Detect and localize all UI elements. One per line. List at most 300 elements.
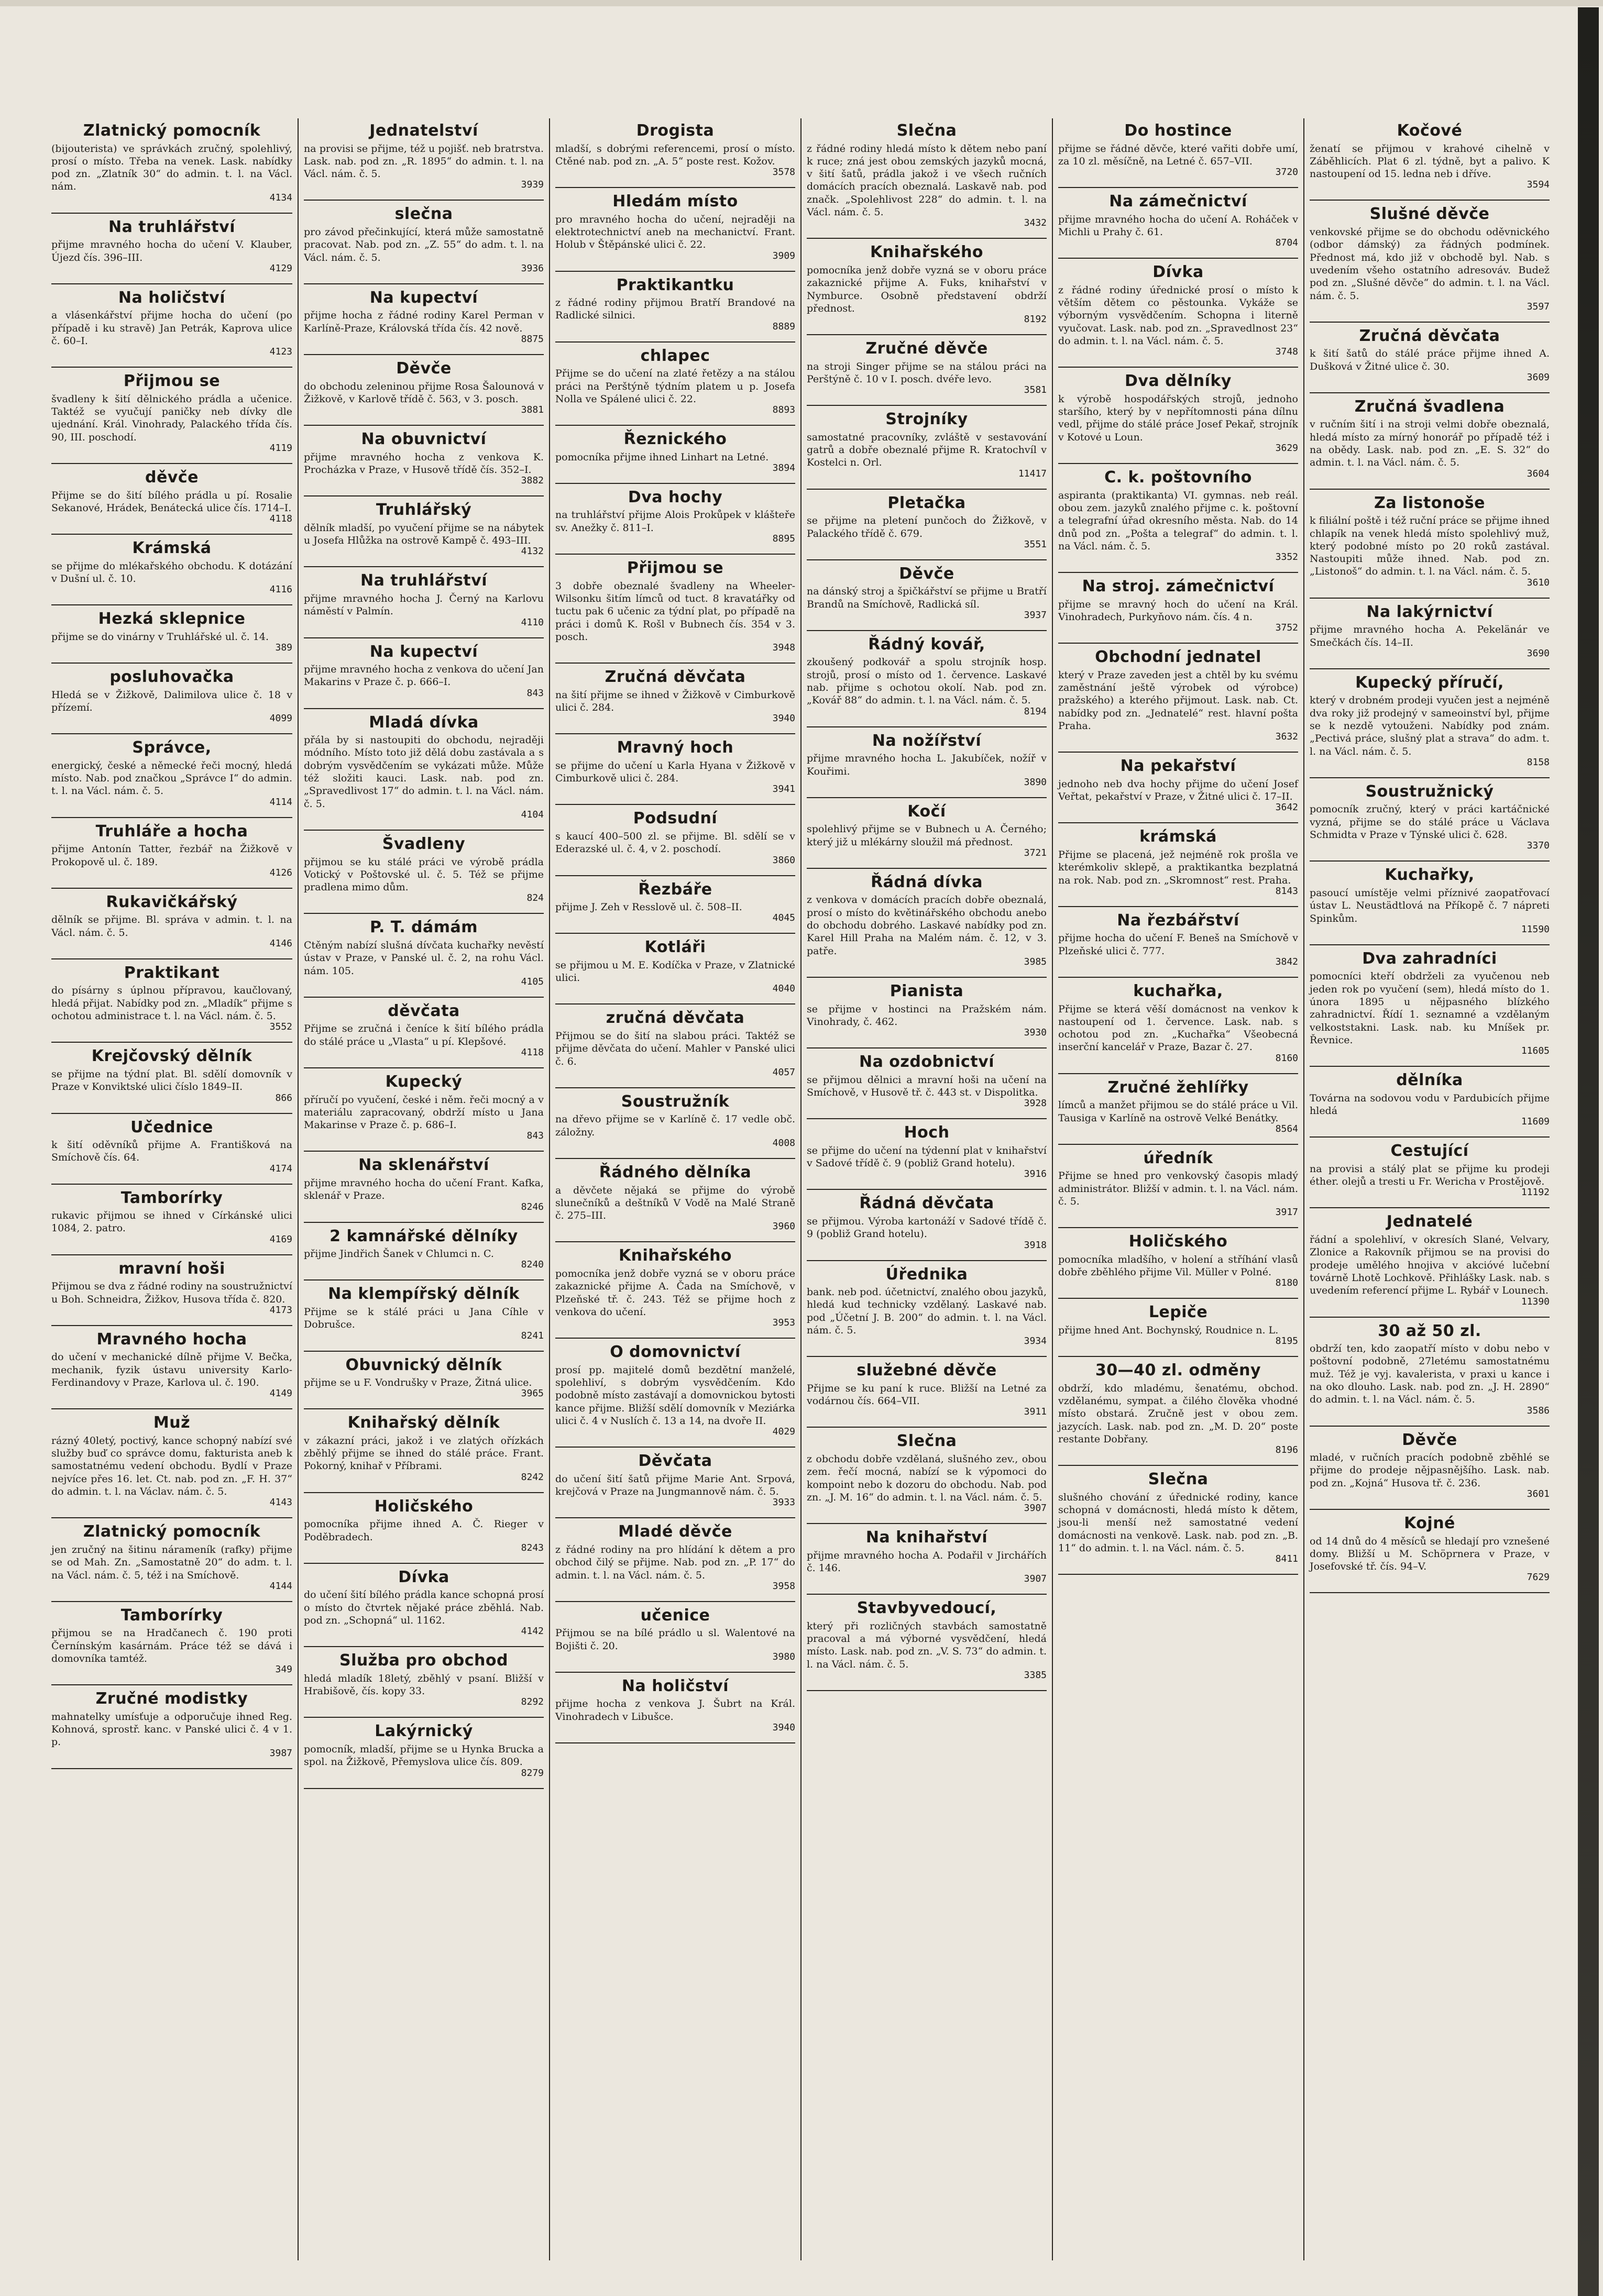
classified-ad — [304, 1003, 544, 1058]
ad-divider — [555, 875, 795, 876]
ad-divider — [304, 708, 544, 709]
ad-number: 3909 — [772, 250, 795, 261]
classified-ad — [807, 983, 1047, 1038]
ad-heading: úředník — [1143, 1149, 1213, 1167]
ad-divider — [1058, 367, 1298, 368]
ad-number: 4118 — [269, 513, 292, 525]
classified-ad — [304, 836, 544, 903]
ad-text: hledá mladík 18letý, zběhlý v psaní. Bližší v Hrabišově, čís. kopy 33. — [304, 1672, 544, 1697]
ad-text: bank. neb pod. účetnictví, znalého obou jazyků, hledá kud technicky vzdělaný. Laskavé nab. pod „Účetní J. B. 200“ do admin. t. l. na Václ. nám. č. 5. — [807, 1286, 1047, 1336]
ad-divider — [51, 1113, 292, 1114]
classified-ad — [51, 373, 292, 454]
ad-divider — [807, 405, 1047, 406]
ad-number: 4040 — [772, 983, 795, 995]
classified-ad — [1310, 123, 1550, 190]
ad-text: slušného chování z úřednické rodiny, kance schopná v domácnosti, hledá místo k dětem, jsou-li menší než samostatné vedení domácnosti na venkově. Lask. nab. pod zn. „B. 11“ do admin. t. l. na Václ. nám. č. 5. — [1058, 1491, 1298, 1554]
classified-ad — [1310, 495, 1550, 588]
ad-text: na truhlářství přijme Alois Prokůpek v klášteře sv. Anežky č. 811–I. — [555, 509, 795, 534]
classified-ad — [555, 1164, 795, 1232]
classified-ad — [51, 1119, 292, 1174]
ad-divider — [1310, 668, 1550, 669]
ad-heading: Děvče — [899, 564, 954, 583]
ad-heading: Na knihařství — [865, 1528, 988, 1547]
classified-ad — [304, 1074, 544, 1141]
ad-text: přijme mravného hocha z venkova K. Procházka v Praze, v Husově třídě čís. 352–I. — [304, 451, 544, 476]
ad-number: 4104 — [521, 809, 544, 820]
ad-divider — [304, 1492, 544, 1493]
ad-divider — [555, 1003, 795, 1005]
ad-text: který v Praze zaveden jest a chtěl by ku svému zaměstnání ještě výrobek od výrobce) pražského) a kterého přijmout. Lask. nab. Ct. nabídky pod zn. „Jednatelé“ rest. hlavní pošta Praha. — [1058, 669, 1298, 732]
ad-heading: Na zámečnictví — [1109, 192, 1247, 211]
ad-number: 4146 — [269, 937, 292, 949]
column-3 — [549, 118, 800, 2260]
ad-heading: Kočí — [907, 802, 946, 821]
ad-heading: Zručná děvčata — [605, 668, 746, 687]
classified-ad — [555, 1607, 795, 1662]
classified-ad — [555, 1453, 795, 1508]
ad-text: rázný 40letý, poctivý, kance schopný nabízí své služby buď co správce domu, fakturista aneb k samostatnému vedení obchodu. Bydlí v Praze nejvíce přes 16. let. Ct. nab. pod zn. „F. H. 37“ do admin. t. l. na Václav. nám. č. 5. — [51, 1434, 292, 1498]
ad-number: 8194 — [1024, 705, 1047, 717]
ad-number: 8241 — [521, 1330, 544, 1341]
ad-heading: Na sklenářství — [358, 1156, 489, 1175]
ad-text: zkoušený podkovář a spolu strojník hosp. strojů, prosí o místo od 1. července. Laskavé nab. přijme s ochotou okolí. Nab. pod zn. „Kovář 88“ do admin. t. l. na Václ. nám. č. 5. — [807, 656, 1047, 707]
ad-number: 4126 — [269, 867, 292, 878]
ad-number: 8246 — [521, 1201, 544, 1212]
ad-divider — [1058, 977, 1298, 978]
classified-ad — [304, 502, 544, 557]
ad-number: 11609 — [1521, 1116, 1550, 1128]
ad-heading: Přijmou se — [627, 559, 724, 578]
ad-heading: Kojné — [1404, 1514, 1455, 1532]
ad-number: 8875 — [521, 334, 544, 345]
ad-heading: Děvče — [1402, 1430, 1457, 1449]
ad-number: 3610 — [1527, 577, 1550, 588]
ad-text: přijme J. Zeh v Resslově ul. č. 508–II. — [555, 901, 742, 913]
ad-text: Hledá se v Žižkově, Dalimilova ulice č. 18 v přízemí. — [51, 689, 292, 713]
ad-divider — [807, 1594, 1047, 1595]
ad-text: řádní a spolehliví, v okresích Slané, Velvary, Zlonice a Rakovník přijmou se na provisi do prodeje umělého hnojiva v akcióvé lučební továrně Lhotě Lochkově. Přihlášky Lask. nab. s uvedením referencí přijme L. Rybář v Lounech. — [1310, 1233, 1550, 1297]
classified-ad — [555, 1248, 795, 1328]
ad-divider — [555, 341, 795, 343]
ad-text: příručí po vyučení, české i něm. řeči mocný a v materiálu zapracovaný, obdrží místo u Jana Makarinse v Praze č. p. 686–I. — [304, 1094, 544, 1131]
ad-heading: Slušné děvče — [1369, 205, 1490, 224]
ad-divider — [51, 1325, 292, 1326]
ad-heading: Na stroj. zámečnictví — [1082, 577, 1275, 596]
ad-text: Přijme se která věší domácnost na venkov k nastoupení od 1. července. Lask. nab. s ochotou pod zn. „Kuchařka“ Všeobecná inserční kancelář v Praze, Bazar č. 27. — [1058, 1003, 1298, 1053]
classified-ad — [807, 1054, 1047, 1109]
ad-text: Přijmou se dva z řádné rodiny na soustružnictví u Boh. Schneidra, Žižkov, Husova třída č. 820. — [51, 1281, 292, 1305]
ad-text: Ctěným nabízí slušná dívčata kuchařky nevěstí ústav v Praze, v Panské ul. č. 2, na rohu Václ. nám. 105. — [304, 939, 544, 977]
ad-number: 3890 — [1024, 776, 1047, 788]
ad-text: přijmou se na Hradčanech č. 190 proti Černínským kasárnám. Práce též se dává i domovníka tamtéž. — [51, 1627, 292, 1664]
classified-ad — [51, 1048, 292, 1103]
classified-ad — [807, 636, 1047, 717]
classified-ad — [555, 277, 795, 332]
ad-divider — [555, 1241, 795, 1242]
ad-heading: Na truhlářství — [360, 571, 487, 590]
classified-ad — [1058, 649, 1298, 742]
ad-divider — [304, 997, 544, 998]
ad-number: 8704 — [1275, 237, 1298, 249]
ad-divider — [304, 1279, 544, 1281]
classified-ad — [1058, 983, 1298, 1064]
ad-text: a děvčete nějaká se přijme do výrobě slunečníků a deštníků V Vodě na Malé Straně č. 275–III. — [555, 1184, 795, 1222]
ad-number: 4099 — [269, 713, 292, 724]
ad-divider — [807, 1690, 1047, 1691]
ad-heading: Kupecký příručí, — [1355, 673, 1504, 692]
page-edge — [0, 0, 1603, 6]
ad-heading: Mravného hocha — [96, 1330, 247, 1349]
ad-text: mahnatelky umísťuje a odporučuje ihned Reg. Kohnová, sprostř. kanc. v Panské ulici č. 4 v 1. p. — [51, 1710, 292, 1748]
ad-heading: Mladé děvče — [618, 1522, 732, 1541]
ad-text: přijme mravného hocha J. Černý na Karlovu náměstí v Palmín. — [304, 592, 544, 617]
ad-heading: Slečna — [1148, 1470, 1209, 1489]
ad-number: 8279 — [521, 1767, 544, 1779]
ad-divider — [51, 213, 292, 214]
classified-ad — [1310, 1072, 1550, 1127]
column-6 — [1303, 118, 1555, 2260]
ad-text: venkovské přijme se do obchodu oděvnického (odbor dámský) za řádných podmínek. Přednost má, kdo již v obchodě byl. Nab. s uvedením všeho ostatního adresováv. Budež pod zn. „Slušné děvče“ do admin. t. l. na Václ. nám. č. 5. — [1310, 226, 1550, 302]
ad-heading: Jednatelství — [369, 122, 478, 140]
ad-text: se přijme v hostinci na Pražském nám. Vinohrady, č. 462. — [807, 1003, 1047, 1028]
classified-ad — [51, 1691, 292, 1758]
ad-text: se přijmou dělnici a mravní hoši na učení na Smíchově, v Husově tř. č. 443 st. v Dispolitka. — [807, 1074, 1047, 1098]
ad-heading: Hledám místo — [612, 192, 738, 211]
ad-number: 11192 — [1521, 1187, 1550, 1198]
ad-divider — [51, 1042, 292, 1043]
ad-divider — [1310, 1136, 1550, 1138]
classified-ad — [807, 1266, 1047, 1347]
classified-ad — [1310, 604, 1550, 659]
ad-divider — [1058, 463, 1298, 464]
ad-number: 3960 — [772, 1221, 795, 1232]
ad-number: 4144 — [269, 1580, 292, 1592]
ad-number: 3985 — [1024, 956, 1047, 967]
ad-text: spolehlivý přijme se v Bubnech u A. Černého; který již u mlékárny sloužil má přednost. — [807, 823, 1047, 848]
ad-number: 3934 — [1024, 1335, 1047, 1347]
ad-number: 3752 — [1275, 622, 1298, 634]
classified-ad — [304, 1723, 544, 1778]
ad-number: 8564 — [1275, 1123, 1298, 1134]
classified-ad — [304, 360, 544, 415]
ad-divider — [51, 663, 292, 664]
ad-number: 4029 — [772, 1426, 795, 1438]
ad-number: 11390 — [1521, 1296, 1550, 1307]
ad-text: přijme se u F. Vondrušky v Praze, Žitná ulice. — [304, 1377, 532, 1388]
ad-number: 3907 — [1024, 1503, 1047, 1514]
ad-divider — [807, 1523, 1047, 1524]
classified-ad — [555, 939, 795, 994]
classified-ad — [1058, 1471, 1298, 1564]
classified-ad — [1310, 783, 1550, 851]
classified-ad — [807, 1362, 1047, 1417]
ad-heading: Řádná dívka — [871, 873, 983, 891]
classified-ad — [304, 1415, 544, 1482]
ad-number: 3916 — [1024, 1168, 1047, 1180]
ad-divider — [1058, 258, 1298, 259]
classified-ad — [51, 1331, 292, 1399]
ad-divider — [304, 200, 544, 201]
ad-divider — [304, 1408, 544, 1409]
ad-divider — [807, 1189, 1047, 1190]
ad-number: 4132 — [521, 546, 544, 557]
classified-ad — [51, 1607, 292, 1675]
ad-number: 3930 — [1024, 1027, 1047, 1039]
ad-text: pomocníka mladšího, v holení a stříhání vlasů dobře zběhlého přijme Vil. Müller v Polné. — [1058, 1253, 1298, 1278]
ad-heading: P. T. dámám — [369, 918, 478, 937]
ad-text: na dánský stroj a špičkářství se přijme u Bratří Brandů na Smíchově, Radlická síl. — [807, 586, 1047, 610]
classified-ad — [807, 495, 1047, 550]
ad-heading: Krejčovský dělník — [91, 1047, 252, 1066]
ad-number: 11590 — [1521, 923, 1550, 935]
ad-text: jen zručný na šitinu nárameník (rafky) přijme se od Mah. Zn. „Samostatně 20“ do adm. t. l. na Václ. nám. č. 5, též i na Smíchově. — [51, 1543, 292, 1581]
ad-number: 4143 — [269, 1497, 292, 1508]
ad-number: 3917 — [1275, 1207, 1298, 1218]
ad-number: 8411 — [1275, 1553, 1298, 1565]
classified-ad — [807, 1433, 1047, 1514]
ad-divider — [51, 463, 292, 464]
ad-divider — [304, 913, 544, 914]
ad-heading: Na holičství — [621, 1676, 729, 1695]
ad-text: se přijme na týdní plat. Bl. sdělí domovník v Praze v Konviktské ulici číslo 1849–II. — [51, 1068, 292, 1093]
ad-heading: mravní hoši — [118, 1259, 225, 1278]
classified-ad — [51, 669, 292, 724]
ad-heading: Kočové — [1397, 122, 1463, 140]
ad-number: 8192 — [1024, 314, 1047, 325]
ad-heading: Jednatelé — [1386, 1212, 1473, 1231]
ad-heading: posluhovačka — [109, 668, 234, 687]
ad-number: 3642 — [1275, 802, 1298, 813]
classified-ad — [555, 348, 795, 415]
ad-text: přijme mravného hocha z venkova do učení Jan Makarins v Praze č. p. 666–I. — [304, 664, 544, 688]
ad-text: dělník se přijme. Bl. správa v admin. t. l. na Václ. nám. č. 5. — [51, 914, 292, 939]
classified-ad — [1058, 829, 1298, 896]
ad-heading: Drogista — [636, 122, 715, 140]
ad-text: Přijme se do učení na zlaté řetězy a na stálou práci na Perštýně týdním platem u p. Josefa Nolla ve Spálené ulici č. 22. — [555, 368, 795, 405]
ad-number: 3936 — [521, 262, 544, 274]
ad-number: 4045 — [772, 912, 795, 924]
classified-ad — [304, 1286, 544, 1341]
ad-divider — [1310, 392, 1550, 393]
ad-divider — [555, 1742, 795, 1743]
ad-divider — [304, 354, 544, 355]
ad-heading: Řeznického — [623, 430, 727, 449]
ad-number: 3940 — [772, 1722, 795, 1734]
ad-number: 8889 — [772, 321, 795, 332]
classified-ad — [1058, 578, 1298, 633]
classified-ad — [51, 1190, 292, 1245]
classified-ad — [555, 489, 795, 544]
ad-heading: děvče — [145, 468, 199, 487]
ad-text: z řádné rodiny na pro hlídání k dětem a pro obchod čilý se přijme. Nab. pod zn. „P. 17“ do admin. t. l. na Václ. nám. č. 5. — [555, 1543, 795, 1581]
ad-heading: děvčata — [388, 1001, 460, 1020]
ad-number: 4149 — [269, 1388, 292, 1399]
ad-text: energický, české a německé řeči mocný, hledá místo. Nab. pod značkou „Správce I“ do admin. t. l. na Václ. nám. č. 5. — [51, 759, 292, 797]
classified-ad — [51, 219, 292, 274]
ad-heading: 2 kamnářské dělníky — [330, 1227, 518, 1245]
column-1 — [46, 118, 298, 2260]
ad-divider — [555, 733, 795, 734]
ad-heading: Zručná děvčata — [1359, 326, 1500, 345]
ad-divider — [1310, 489, 1550, 490]
ad-heading: Na pekařství — [1120, 757, 1236, 776]
ad-text: z venkova v domácích pracích dobře obeznalá, prosí o místo do květinářského obchodu anebo do obchodu dobrého. Laskavé nabídky pod zn. Karel Hill Praha na Malém nám. č. 12, v 3. patře. — [807, 894, 1047, 957]
ad-heading: učenice — [640, 1606, 710, 1625]
ad-divider — [1058, 1073, 1298, 1074]
ad-divider — [51, 1254, 292, 1255]
ad-heading: Cestující — [1390, 1142, 1469, 1161]
ad-text: přijme se řádné děvče, které vařiti dobře umí, za 10 zl. měsíčně, na Letné č. 657–VII. — [1058, 142, 1298, 167]
ad-text: z obchodu dobře vzdělaná, slušného zev., obou zem. řečí mocná, nabízí se k výpomoci do kompoint nebo k dozoru do obchodu. Nab. pod zn. „J. M. 16“ do admin. t. l. na Václ. nám. č. 5. — [807, 1453, 1047, 1503]
ad-text: Továrna na sodovou vodu v Pardubicích přijme hledá — [1310, 1092, 1550, 1117]
ad-heading: Dva hochy — [628, 488, 723, 506]
ad-number: 8143 — [1275, 885, 1298, 897]
ad-text: se přijme na pletení punčoch do Žižkově, v Palackého třídě č. 679. — [807, 515, 1047, 539]
classified-ad — [555, 810, 795, 865]
ad-heading: Mravný hoch — [617, 738, 734, 757]
ad-divider — [1310, 1426, 1550, 1427]
ad-number: 4110 — [521, 616, 544, 628]
classified-ad — [1310, 328, 1550, 383]
ad-text: Přijmou se na bílé prádlo u sl. Walentové na Bojišti č. 20. — [555, 1627, 795, 1652]
ad-text: přijmou se ku stálé práci ve výrobě prádla Votický v Poštovské ul. č. 5. Též se přijme pradlena mimo dům. — [304, 856, 544, 893]
ad-heading: Přijmou se — [123, 372, 221, 391]
ad-heading: Lakýrnický — [375, 1722, 473, 1741]
ad-number: 3894 — [772, 462, 795, 473]
ad-divider — [1310, 777, 1550, 778]
ad-divider — [555, 1517, 795, 1518]
ad-heading: Dívka — [398, 1568, 449, 1586]
classified-ad — [1058, 1150, 1298, 1218]
ad-heading: slečna — [394, 205, 453, 224]
ad-text: švadleny k šití dělnického prádla a učenice. Taktéž se vyučují paničky neb dívky dle ujednání. Král. Vinohrady, Palackého třída čís. 90, III. poschodí. — [51, 393, 292, 443]
ad-divider — [304, 1222, 544, 1223]
ad-number: 7629 — [1527, 1572, 1550, 1583]
ad-heading: Slečna — [896, 1432, 957, 1451]
classified-ad — [304, 206, 544, 273]
ad-text: do učení šití bílého prádla kance schopná prosí o místo do čtvrtek nějaké práce zběhlá. Nab. pod zn. „Schopná“ ul. 1162. — [304, 1589, 544, 1626]
ad-number: 4123 — [269, 346, 292, 358]
ad-divider — [555, 271, 795, 272]
ad-divider — [555, 554, 795, 555]
ad-heading: zručná děvčata — [606, 1009, 745, 1028]
ad-number: 3601 — [1527, 1488, 1550, 1499]
ad-heading: Truhláře a hocha — [95, 822, 248, 841]
classified-ad — [51, 540, 292, 595]
ad-number: 8180 — [1275, 1277, 1298, 1289]
classified-ad — [555, 1524, 795, 1591]
ad-divider — [51, 1517, 292, 1518]
classified-ad — [1058, 758, 1298, 813]
ad-number: 11605 — [1521, 1045, 1550, 1057]
ad-divider — [807, 1118, 1047, 1119]
classified-ad — [1058, 373, 1298, 454]
ad-number: 3948 — [772, 642, 795, 654]
classified-ad — [51, 469, 292, 524]
ad-number: 4119 — [269, 443, 292, 454]
ad-number: 3578 — [772, 167, 795, 178]
ad-divider — [51, 958, 292, 959]
ad-number: 8893 — [772, 404, 795, 416]
ad-heading: Služba pro obchod — [339, 1651, 508, 1670]
ad-number: 8242 — [521, 1471, 544, 1483]
ad-number: 824 — [526, 892, 544, 904]
ad-divider — [555, 1601, 795, 1602]
ad-text: na dřevo přijme se v Karlíně č. 17 vedle obč. záložny. — [555, 1113, 795, 1138]
ad-text: Přijme se ku paní k ruce. Bližší na Letné za vodárnou čís. 664–VII. — [807, 1382, 1047, 1407]
ad-text: se přijme do mlékařského obchodu. K dotázání v Dušní ul. č. 10. — [51, 560, 292, 584]
ad-divider — [555, 933, 795, 934]
ad-number: 8895 — [772, 533, 795, 545]
ad-number: 4129 — [269, 262, 292, 274]
classified-ad — [51, 1261, 292, 1316]
classified-ad — [51, 1415, 292, 1508]
ad-number: 3918 — [1024, 1239, 1047, 1251]
ad-number: 4118 — [521, 1047, 544, 1058]
ad-divider — [304, 566, 544, 567]
ad-text: Přijmou se do šití na slabou práci. Taktéž se přijme děvčata do učení. Mahler v Panské ulici č. 6. — [555, 1030, 795, 1067]
ad-text: pomocníka přijme ihned Linhart na Letné. — [555, 451, 769, 463]
classified-ad — [304, 1228, 544, 1271]
classified-ad — [1058, 1362, 1298, 1455]
ad-heading: Švadleny — [382, 835, 466, 853]
ad-text: z řádné rodiny přijmou Bratří Brandové na Radlické silnici. — [555, 297, 795, 322]
classified-ad — [304, 1498, 544, 1553]
ad-text: Přijme se hned pro venkovský časopis mladý administrátor. Bližší v admin. t. l. na Václ. nám. č. 5. — [1058, 1170, 1298, 1207]
ad-divider — [1058, 1298, 1298, 1299]
ad-heading: Soustružník — [621, 1092, 730, 1111]
ad-divider — [304, 830, 544, 831]
ad-divider — [807, 1427, 1047, 1428]
ad-text: pomocníci kteří obdrželi za vyučenou neb jeden rok po vyučení (sem), hledá místo do 1. února 1895 u nějpasného blízkého zahradnictví. Řídí 1. seznamné a vzdělaným velkoststakni. Lask. nab. ku Mníšek pr. Řevnice. — [1310, 970, 1550, 1046]
ad-divider — [304, 1067, 544, 1068]
ad-heading: Řezbáře — [638, 880, 712, 899]
ad-text: přijme mravného hocha do učení Frant. Kafka, sklenář v Praze. — [304, 1177, 544, 1202]
ad-heading: Dva zahradníci — [1362, 949, 1497, 968]
classified-ad — [555, 123, 795, 178]
ad-heading: Praktikant — [124, 963, 220, 982]
ad-divider — [807, 868, 1047, 869]
ad-number: 8292 — [521, 1696, 544, 1708]
ad-text: přijme hocha do učení F. Beneš na Smíchově v Plzeňské ulici č. 777. — [1058, 932, 1298, 957]
ad-text: obdrží ten, kdo zaopatří místo v dobu nebo v poštovní podobně, 27letému samostatnému muž. Též je vyj. kavalerista, v praxi u kance i na oko dlouho. Lask. nab. pod zn. „J. H. 2890“ do admin. t. l. na Václ. nám. č. 5. — [1310, 1343, 1550, 1406]
classified-ad — [555, 1010, 795, 1077]
classified-ad — [304, 644, 544, 699]
ad-heading: Lepiče — [1148, 1303, 1208, 1322]
ad-text: pasoucí umístěje velmi příznivé zaopatřovací ústav L. Neustädtlová na Příkopě č. 7 nápreti Spinkům. — [1310, 887, 1550, 924]
ad-text: na šití přijme se ihned v Žižkově v Cimburkově ulici č. 284. — [555, 689, 795, 713]
ad-number: 11417 — [1018, 468, 1047, 479]
ad-heading: kuchařka, — [1133, 982, 1223, 1000]
ad-heading: Knihařský dělník — [347, 1414, 500, 1432]
classified-ad — [1310, 1213, 1550, 1307]
ad-divider — [1310, 322, 1550, 323]
classified-ad — [807, 874, 1047, 967]
ad-divider — [51, 1684, 292, 1685]
ad-divider — [1058, 1465, 1298, 1466]
ad-divider — [304, 1151, 544, 1152]
ad-text: pomocník zručný, který v práci kartáčnické vyzná, přijme se do stálé práce u Václava Schmidta v Praze v Týnské ulici č. 628. — [1310, 803, 1550, 841]
classified-ad — [1058, 264, 1298, 357]
ad-text: přijme se mravný hoch do učení na Král. Vinohradech, Purkyňovo nám. čís. 4 n. — [1058, 598, 1298, 623]
classified-ad — [555, 669, 795, 724]
ad-text: z řádné rodiny úřednické prosí o místo k větším dětem co pěstounka. Vykáže se výborným vysvědčením. Schopna i literně vyučovat. Lask. nab. pod zn. „Spravedlnost 23“ do admin. t. l. na Václ. nám. č. 5. — [1058, 284, 1298, 347]
ad-text: na provisi a stálý plat se přijme ku prodeji éther. olejů a tresti u Fr. Wericha v Prostějově. — [1310, 1163, 1550, 1188]
ad-number: 389 — [275, 642, 292, 654]
classified-ad — [1058, 123, 1298, 178]
ad-divider — [807, 726, 1047, 727]
ad-text: od 14 dnů do 4 měsíců se hledají pro vznešené domy. Bližší u M. Schöprnera v Praze, v Josefovské tř. čís. 94–V. — [1310, 1535, 1550, 1573]
